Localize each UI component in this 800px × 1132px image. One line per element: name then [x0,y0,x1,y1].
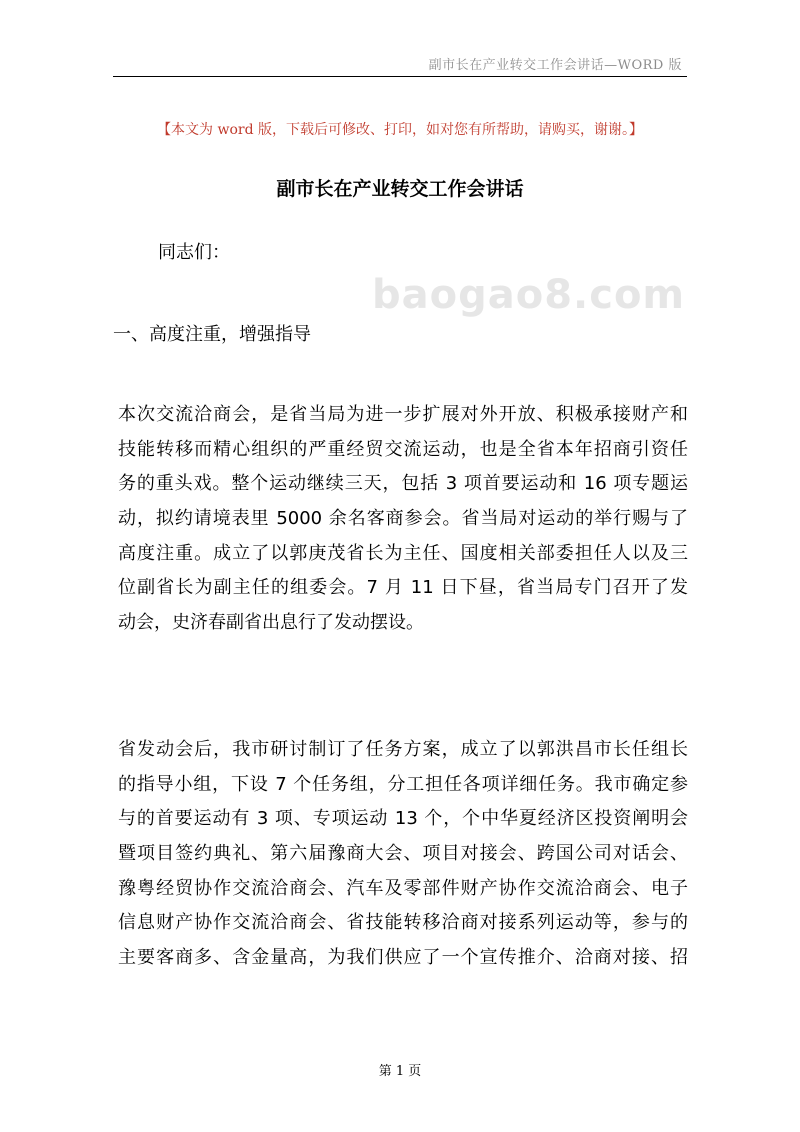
paragraph-line: 动，拟约请境表里 5000 余名客商参会。省当局对运动的举行赐与了 [118,508,688,530]
running-header: 副市长在产业转交工作会讲话—WORD 版 [428,58,682,73]
paragraph-1 [118,398,688,641]
paragraph-line: 主要客商多、含金量高，为我们供应了一个宣传推介、洽商对接、招 [118,947,688,969]
paragraph-line: 与的首要运动有 3 项、专项运动 13 个，个中华夏经济区投资阐明会 [118,808,688,830]
section-heading: 一、高度注重，增强指导 [113,324,311,345]
paragraph-line: 务的重头戏。整个运动继续三天，包括 3 项首要运动和 16 项专题运 [118,473,688,495]
document-title: 副市长在产业转交工作会讲话 [276,178,524,200]
paragraph-line: 豫粤经贸协作交流洽商会、汽车及零部件财产协作交流洽商会、电子 [118,877,688,899]
salutation: 同志们： [158,242,230,263]
paragraph-line: 本次交流洽商会，是省当局为进一步扩展对外开放、积极承接财产和 [118,404,688,425]
watermark: baogao8.com [372,272,686,318]
paragraph-line: 省发动会后，我市研讨制订了任务方案，成立了以郭洪昌市长任组长 [118,739,688,760]
download-notice: 【本文为 word 版，下载后可修改、打印，如对您有所帮助，请购买，谢谢。】 [157,122,643,138]
paragraph-line: 动会，史济春副省出息行了发动摆设。 [118,612,424,634]
paragraph-line: 高度注重。成立了以郭庚茂省长为主任、国度相关部委担任人以及三 [118,542,688,564]
paragraph-line: 的指导小组，下设 7 个任务组，分工担任各项详细任务。我市确定参 [118,773,688,795]
page-number: 第 1 页 [378,1064,422,1079]
paragraph-line: 暨项目签约典礼、第六届豫商大会、项目对接会、跨国公司对话会、 [118,843,688,865]
paragraph-line: 位副省长为副主任的组委会。7 月 11 日下昼，省当局专门召开了发 [118,577,688,599]
paragraph-line: 技能转移而精心组织的严重经贸交流运动，也是全省本年招商引资任 [118,438,688,460]
paragraph-line: 信息财产协作交流洽商会、省技能转移洽商对接系列运动等，参与的 [118,912,688,934]
header-divider [113,76,687,77]
paragraph-2 [118,733,688,976]
